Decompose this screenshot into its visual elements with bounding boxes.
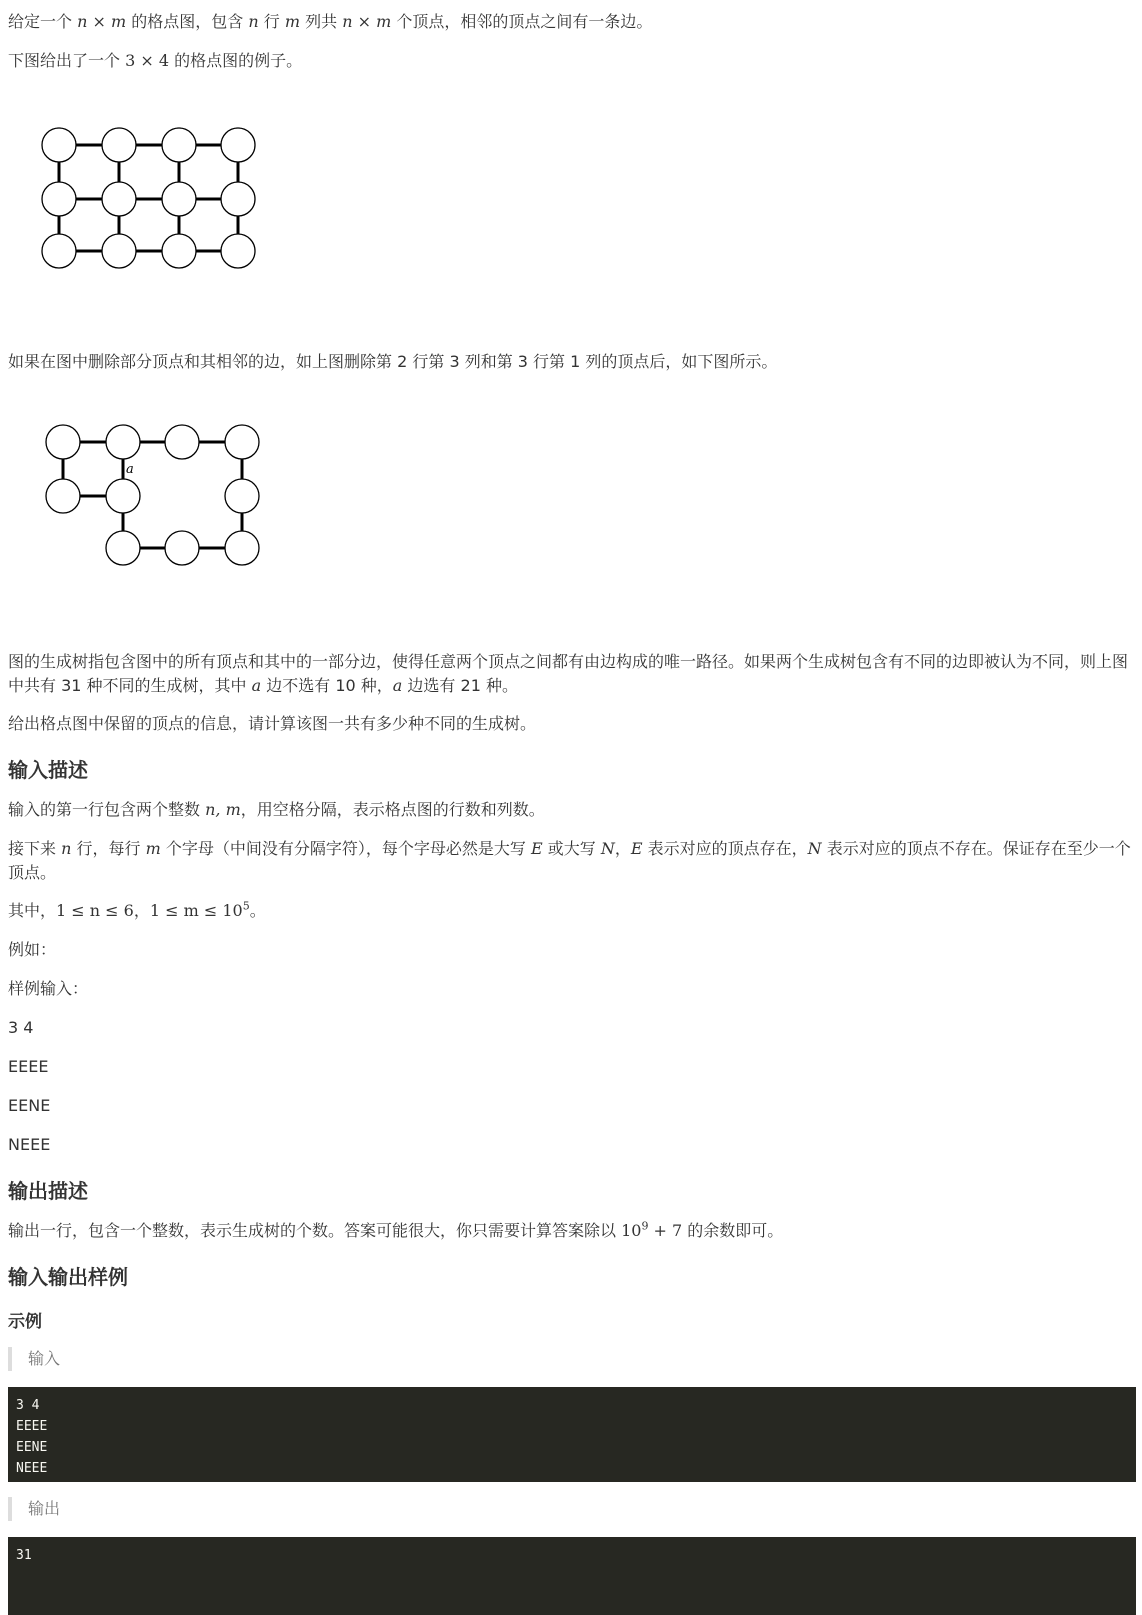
io-section-title: 输入输出样例 <box>8 1265 128 1289</box>
input-section-title: 输入描述 <box>8 758 88 782</box>
sample-line-2: EEEE <box>8 1057 49 1076</box>
sample-input-label: 样例输入： <box>8 979 89 998</box>
output-section-title: 输出描述 <box>8 1179 88 1203</box>
example-title: 示例 <box>8 1312 42 1332</box>
sample-line-4: NEEE <box>8 1135 51 1154</box>
code-line: 31 <box>16 1548 32 1563</box>
output-code-block <box>8 1537 1136 1615</box>
input-line-2: 接下来 n 行，每行 m 个字母（中间没有分隔字符），每个字母必然是大写 E 或大写 N，E 表示对应的顶点存在，N 表示对应的顶点不存在。保证存在至少一个顶点。 <box>8 839 1131 882</box>
grid-graph-figure <box>30 115 270 285</box>
code-line: NEEE <box>16 1461 48 1476</box>
output-description: 输出一行，包含一个整数，表示生成树的个数。答案可能很大，你只需要计算答案除以 $10^9 + 7$ 的余数即可。 <box>8 1219 784 1240</box>
edge-a-label: a <box>126 462 134 477</box>
task-description: 给出格点图中保留的顶点的信息，请计算该图一共有多少种不同的生成树。 <box>8 714 537 733</box>
code-line: 3 4 <box>16 1398 40 1413</box>
spanning-tree-description: 图的生成树指包含图中的所有顶点和其中的一部分边，使得任意两个顶点之间都有由边构成的唯一路径。如果两个生成树包含有不同的边即被认为不同，则上图中共有 31 种不同的生成树，其中 a 边不选有 10 种，a 边选有 21 种。 <box>8 652 1129 695</box>
code-line: EEEE <box>16 1419 48 1434</box>
output-label: 输出 <box>28 1499 61 1518</box>
input-code-block <box>8 1387 1136 1482</box>
delete-description: 如果在图中删除部分顶点和其相邻的边，如上图删除第 2 行第 3 列和第 3 行第 1 列的顶点后，如下图所示。 <box>8 352 778 371</box>
intro-line-1: 给定一个 n × m 的格点图，包含 n 行 m 列共 n × m 个顶点，相邻的顶点之间有一条边。 <box>8 12 653 31</box>
code-line: EENE <box>16 1440 48 1455</box>
sample-line-1: 3 4 <box>8 1018 34 1037</box>
reduced-graph-figure <box>30 412 270 582</box>
constraints-line: 其中，1 ≤ n ≤ 6，$1 \le m \le 10^5$。 <box>8 899 266 920</box>
example-label: 例如： <box>8 940 57 959</box>
input-line-1: 输入的第一行包含两个整数 n, m，用空格分隔，表示格点图的行数和列数。 <box>8 800 545 819</box>
sample-line-3: EENE <box>8 1096 51 1115</box>
output-blockquote <box>8 1497 60 1521</box>
input-label: 输入 <box>28 1349 61 1368</box>
input-blockquote <box>8 1347 60 1371</box>
intro-line-2: 下图给出了一个 3 × 4 的格点图的例子。 <box>8 51 303 70</box>
